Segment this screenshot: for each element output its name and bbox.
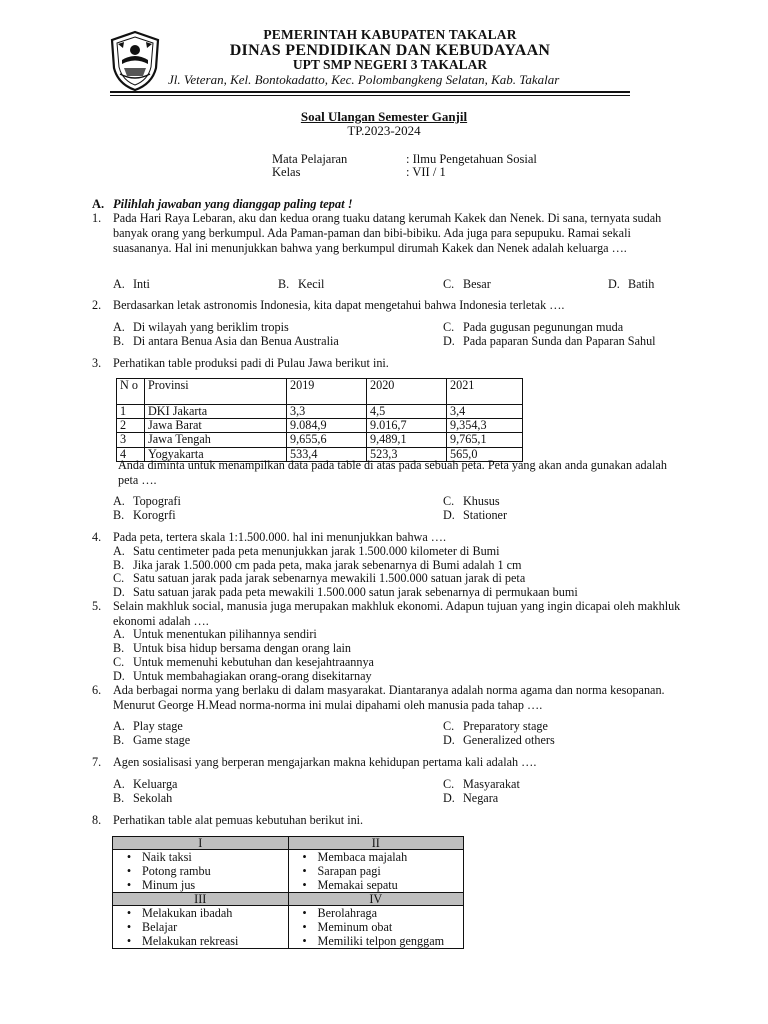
table-cell: 4 [117,447,145,461]
question-text: Agen sosialisasi yang berperan mengajarkan makna kehidupan pertama kali adalah …. [113,755,537,769]
option-text: Satu satuan jarak pada peta mewakili 1.500.000 satun jarak sebenarnya di permukaan bumi [133,585,578,599]
table-cell: 9,765,1 [447,433,523,447]
option-letter: C. [443,719,455,733]
option-text: Stationer [463,508,508,522]
option-letter: C. [443,494,455,508]
option-letter: B. [113,791,125,805]
option [113,277,150,292]
option [443,719,548,734]
question-text: Ada berbagai norma yang berlaku di dalam masyarakat. Diantaranya adalah norma agama dan norma kesopanan. Menurut George H.Mead norma-norma ini mulai dipahami oleh manusia pada tahap …. [113,683,665,712]
option-letter: D. [113,585,125,599]
question-8 [92,813,682,828]
option [113,791,172,806]
option-letter: C. [113,655,125,669]
list-item [116,906,285,920]
option-text: Khusus [463,494,500,508]
list-item [292,850,461,864]
meta-label: Kelas [272,165,301,179]
meta-class [272,165,446,180]
question-number: 6. [92,683,102,697]
header-rule-thin [110,95,630,96]
option-letter: B. [113,508,125,522]
bullet-icon: • [302,864,307,878]
option [113,320,289,335]
section-instruction [92,197,353,212]
question-7 [92,755,682,770]
group-items [113,850,289,893]
group-header: I [113,837,289,850]
group-header: III [113,893,289,906]
option-text: Keluarga [133,777,178,791]
option-letter: C. [443,777,455,791]
option [443,277,491,292]
instruction-text: Pilihlah jawaban yang dianggap paling tepat ! [113,197,353,211]
option-text: Jika jarak 1.500.000 cm pada peta, maka jarak sebenarnya di Bumi adalah 1 cm [133,558,522,572]
table-cell: DKI Jakarta [145,405,287,419]
item-text: Belajar [142,920,178,934]
list-item [116,864,285,878]
option-letter: D. [443,334,455,348]
question-6 [92,683,682,713]
table-cell: Jawa Tengah [145,433,287,447]
option [113,777,177,792]
option [443,320,623,335]
table-cell: Yogyakarta [145,447,287,461]
option-letter: B. [113,558,125,572]
option [443,494,500,509]
option-letter: C. [113,571,125,585]
item-text: Membaca majalah [317,850,408,864]
option-letter: C. [443,277,455,291]
meta-value: : VII / 1 [406,165,446,179]
question-text: Pada peta, tertera skala 1:1.500.000. hal ini menunjukkan bahwa …. [113,530,447,544]
option-text: Topografi [133,494,181,508]
table-cell: 9,354,3 [447,419,523,433]
option [113,571,525,586]
bullet-icon: • [302,934,307,948]
option-text: Korogrfi [133,508,176,522]
option-text: Negara [463,791,499,805]
option-letter: A. [113,494,125,508]
group-items [113,906,289,949]
option [443,791,498,806]
option-text: Untuk membahagiakan orang-orang disekitarnay [133,669,372,683]
question-number: 7. [92,755,102,769]
question-5 [92,599,682,629]
item-text: Potong rambu [142,864,211,878]
question-number: 5. [92,599,102,613]
group-items [288,850,464,893]
bullet-icon: • [126,850,132,864]
list-item [292,878,461,892]
option [113,494,181,509]
needs-satisfier-table [112,836,464,949]
option-letter: B. [113,641,125,655]
question-3-continuation [113,458,688,488]
bullet-icon: • [126,934,132,948]
table-header-row [113,893,464,906]
bullet-icon: • [302,850,307,864]
item-text: Naik taksi [142,850,192,864]
option-letter: D. [443,791,455,805]
item-text: Sarapan pagi [317,864,381,878]
table-row [113,906,464,949]
option-letter: A. [113,777,125,791]
table-cell: 565,0 [447,447,523,461]
question-text: Selain makhluk social, manusia juga merupakan makhluk ekonomi. Adapun tujuan yang ingin dicapai oleh makhluk ekonomi adalah …. [113,599,681,628]
item-text: Melakukan ibadah [142,906,233,920]
list-item [292,934,461,948]
group-header: IV [288,893,464,906]
item-text: Meminum obat [317,920,393,934]
option [443,508,507,523]
department-name: DINAS PENDIDIKAN DAN KEBUDAYAAN [229,42,551,59]
list-item [116,878,285,892]
question-text: Perhatikan table produksi padi di Pulau Jawa berikut ini. [113,356,389,370]
option-letter: A. [113,627,125,641]
option-letter: B. [113,733,125,747]
option-letter: A. [113,719,125,733]
list-item [292,906,461,920]
section-letter: A. [92,197,105,211]
table-cell: 9,489,1 [367,433,447,447]
question-number: 8. [92,813,102,827]
list-item [116,920,285,934]
question-number: 3. [92,356,102,370]
table-cell: 9,655,6 [287,433,367,447]
question-text: Pada Hari Raya Lebaran, aku dan kedua orang tuaku datang kerumah Kakek dan Nenek. Di sana, ternyata sudah banyak orang yang berkumpul. Ada Paman-paman dan bibi-bibiku. Ada juga para sepupuku. Ramai sekali suasananya. Hal ini menunjukkan bahwa yang berkumpul dirumah Kakek dan Nenek adalah keluarga …. [113,211,662,255]
table-cell: 9.016,7 [367,419,447,433]
option-text: Generalized others [463,733,555,747]
table-row [113,850,464,893]
item-text: Berolahraga [317,906,378,920]
option [443,733,555,748]
rice-production-table [116,378,523,462]
question-2 [92,298,682,313]
question-4 [92,530,682,545]
option-text: Untuk bisa hidup bersama dengan orang lain [133,641,351,655]
table-header-row [117,379,523,405]
list-item [292,920,461,934]
meta-label: Mata Pelajaran [272,152,348,166]
group-items [288,906,464,949]
option [113,544,500,559]
option-letter: A. [113,544,125,558]
question-1 [92,211,682,256]
table-cell: 9.084,9 [287,419,367,433]
question-number: 1. [92,211,102,225]
item-text: Memakai sepatu [317,878,398,892]
option-text: Satu centimeter pada peta menunjukkan jarak 1.500.000 kilometer di Bumi [133,544,500,558]
option-letter: B. [278,277,290,291]
option-letter: D. [113,669,125,683]
bullet-icon: • [302,906,307,920]
option [113,627,317,642]
option-text: Untuk menentukan pilihannya sendiri [133,627,317,641]
list-item [116,934,285,948]
table-header-cell: 2021 [447,379,523,405]
table-header-cell: 2019 [287,379,367,405]
table-cell: 523,3 [367,447,447,461]
option [113,641,351,656]
table-cell: 1 [117,405,145,419]
item-text: Memiliki telpon genggam [317,934,445,948]
list-item [116,850,285,864]
option-text: Sekolah [133,791,173,805]
option-text: Game stage [133,733,191,747]
table-cell: 533,4 [287,447,367,461]
option [278,277,324,292]
school-address: Jl. Veteran, Kel. Bontokadatto, Kec. Polombangkeng Selatan, Kab. Takalar [168,72,560,87]
option-letter: A. [113,277,125,291]
option [113,508,176,523]
question-text: Perhatikan table alat pemuas kebutuhan berikut ini. [113,813,364,827]
option-letter: D. [608,277,620,291]
question-number: 4. [92,530,102,544]
item-text: Minum jus [142,878,196,892]
question-3 [92,356,682,371]
option [608,277,654,292]
option-text: Preparatory stage [463,719,548,733]
header-rule-thick [110,91,630,93]
question-text: Anda diminta untuk menampilkan data pada table di atas pada sebuah peta. Peta yang akan anda gunakan adalah peta …. [118,458,667,487]
bullet-icon: • [126,864,132,878]
table-cell: 3,4 [447,405,523,419]
table-header-cell: Provinsi [145,379,287,405]
school-year: TP.2023-2024 [347,123,421,138]
table-header-cell: 2020 [367,379,447,405]
option [113,585,578,600]
option-text: Play stage [133,719,183,733]
group-header: II [288,837,464,850]
option-letter: C. [443,320,455,334]
option-letter: B. [113,334,125,348]
table-cell: 4,5 [367,405,447,419]
option-text: Pada paparan Sunda dan Paparan Sahul [463,334,656,348]
option-text: Satu satuan jarak pada jarak sebenarnya mewakili 1.500.000 satuan jarak di peta [133,571,526,585]
option-text: Masyarakat [463,777,520,791]
option [113,733,190,748]
school-name: UPT SMP NEGERI 3 TAKALAR [292,57,488,72]
option-text: Untuk memenuhi kebutuhan dan kesejahtraannya [133,655,374,669]
option-letter: D. [443,733,455,747]
option [113,655,374,670]
option [443,334,656,349]
table-row [117,419,523,433]
meta-value: : Ilmu Pengetahuan Sosial [406,152,537,166]
bullet-icon: • [126,878,132,892]
table-row [117,405,523,419]
bullet-icon: • [126,920,132,934]
list-item [292,864,461,878]
option-text: Batih [628,277,655,291]
table-cell: Jawa Barat [145,419,287,433]
question-number: 2. [92,298,102,312]
table-header-cell: N o [117,379,145,405]
table-cell: 3,3 [287,405,367,419]
option [113,719,183,734]
bullet-icon: • [126,906,132,920]
bullet-icon: • [302,920,307,934]
option-text: Besar [463,277,491,291]
table-cell: 2 [117,419,145,433]
question-text: Berdasarkan letak astronomis Indonesia, kita dapat mengetahui bahwa Indonesia terletak …. [113,298,565,312]
table-header-row [113,837,464,850]
option-letter: D. [443,508,455,522]
option-letter: A. [113,320,125,334]
table-row [117,433,523,447]
government-name: PEMERINTAH KABUPATEN TAKALAR [263,27,517,42]
option-text: Di antara Benua Asia dan Benua Australia [133,334,339,348]
option-text: Kecil [298,277,325,291]
option [113,334,339,349]
item-text: Melakukan rekreasi [142,934,239,948]
option-text: Di wilayah yang beriklim tropis [133,320,289,334]
exam-title: Soal Ulangan Semester Ganjil [300,109,468,124]
letterhead [0,0,768,102]
option [113,669,372,684]
option-text: Pada gugusan pegunungan muda [463,320,624,334]
option-text: Inti [133,277,150,291]
option [443,777,520,792]
table-cell: 3 [117,433,145,447]
bullet-icon: • [302,878,307,892]
